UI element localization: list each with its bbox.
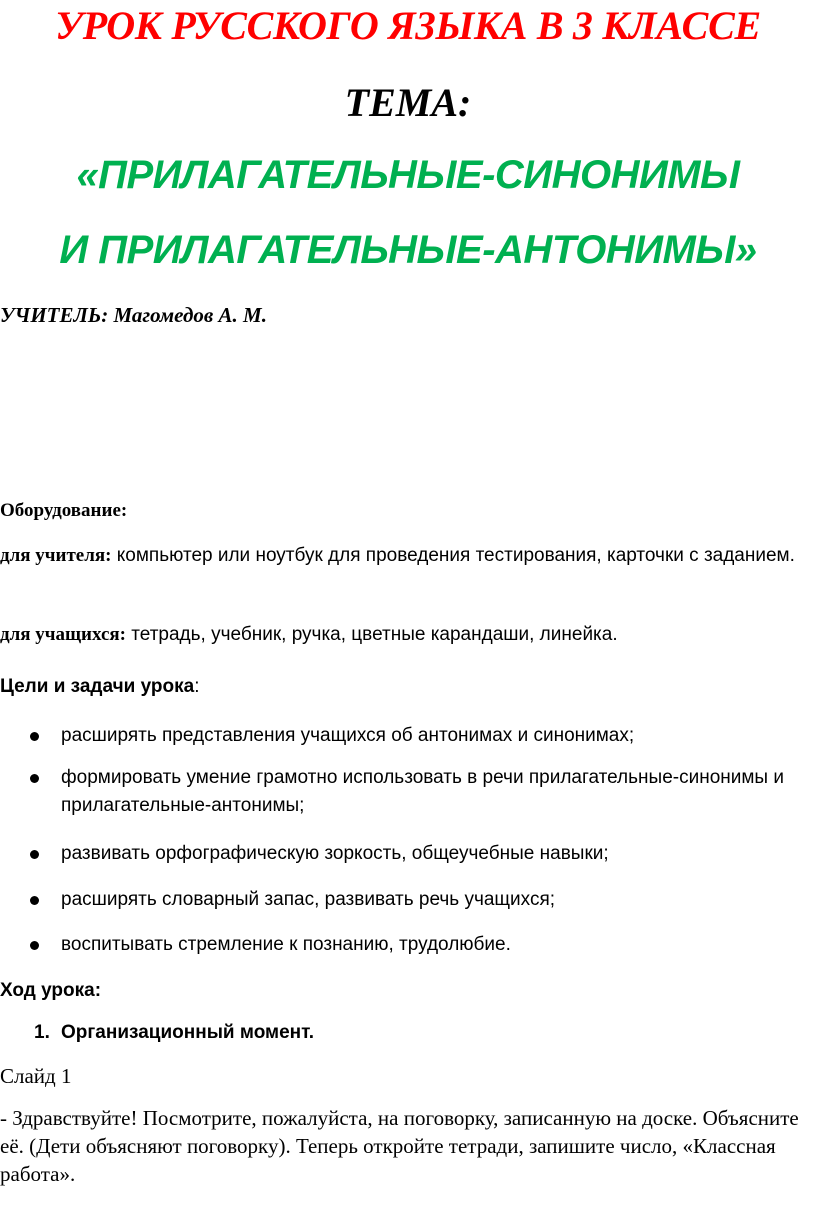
bullet-icon [30,774,39,783]
goals-heading-colon: : [194,676,200,697]
topic-line-1: «ПРИЛАГАТЕЛЬНЫЕ-СИНОНИМЫ [76,153,740,197]
course-heading: Ход урока: [0,980,102,1001]
step-title: Организационный момент. [61,1022,315,1043]
equipment-students-paragraph [0,617,816,653]
equipment-teacher-paragraph [0,538,816,574]
topic-label: ТЕМА: [344,80,472,125]
topic-line-2: И ПРИЛАГАТЕЛЬНЫЕ-АНТОНИМЫ» [59,228,757,272]
equipment-students-label: для учащихся: [0,624,126,645]
equipment-teacher-label: для учителя: [0,545,112,566]
goal-item-text: воспитывать стремление к познанию, трудолюбие. [61,934,511,955]
equipment-heading: Оборудование: [0,500,128,521]
goal-item-text: расширять представления учащихся об антонимах и синонимах; [61,725,635,746]
goals-heading-text: Цели и задачи урока [0,676,195,697]
bullet-icon [30,850,39,859]
goal-item-text: расширять словарный запас, развивать речь учащихся; [61,889,556,910]
bullet-icon [30,941,39,950]
goals-heading [0,669,816,705]
bullet-icon [30,896,39,905]
lesson-body-text: - Здравствуйте! Посмотрите, пожалуйста, на поговорку, записанную на доске. Объясните её. (Дети объясняют поговорку). Теперь откройте тетради, запишите число, «Классная работа». [0,1106,799,1186]
equipment-students-text: тетрадь, учебник, ручка, цветные карандаши, линейка. [126,624,618,645]
step-number: 1. [34,1022,50,1043]
slide-label: Слайд 1 [0,1064,72,1088]
teacher-line: УЧИТЕЛЬ: Магомедов А. М. [0,303,267,327]
bullet-icon [30,732,39,741]
goal-item-text: развивать орфографическую зоркость, общеучебные навыки; [61,843,609,864]
lesson-title: УРОК РУССКОГО ЯЗЫКА В 3 КЛАССЕ [55,3,761,48]
equipment-teacher-text: компьютер или ноутбук для проведения тестирования, карточки с заданием. [111,545,795,566]
goal-item-text: формировать умение грамотно использовать в речи прилагательные-синонимы и прилагательные-антонимы; [61,767,784,816]
